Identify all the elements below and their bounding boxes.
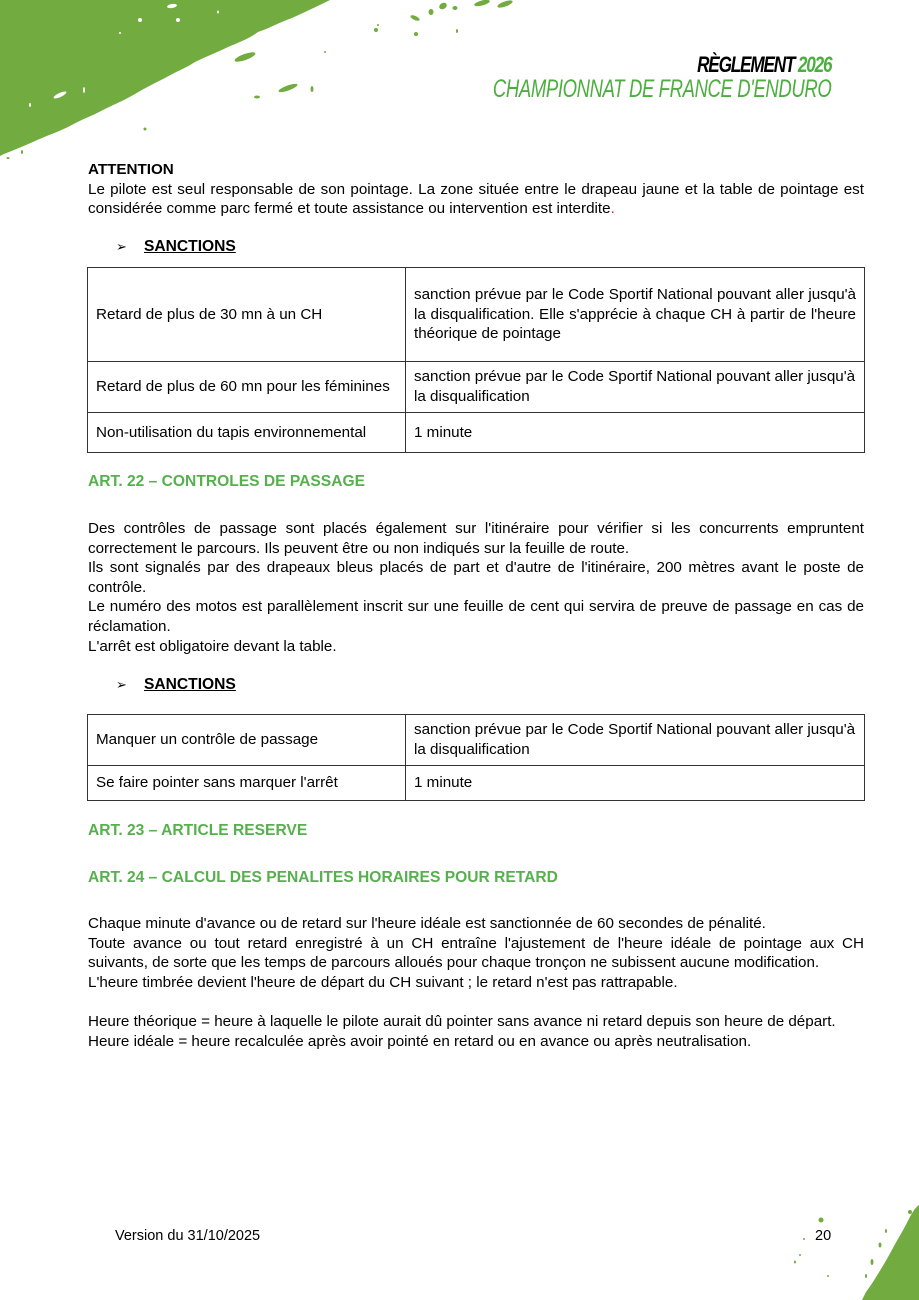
definition: Heure théorique = heure à laquelle le pilote aurait dû pointer sans avance ni retard depuis son heure de départ. — [88, 1012, 836, 1030]
article-22-title: ART. 22 – CONTROLES DE PASSAGE — [88, 473, 365, 490]
penalty-cell: 1 minute — [406, 413, 865, 453]
paragraph: Des contrôles de passage sont placés également sur l'itinéraire pour vérifier si les concurrents empruntent correctement le parcours. Ils peuvent être ou non indiqués sur la feuille de route. — [88, 520, 864, 557]
table-row — [88, 413, 865, 453]
definition: Heure idéale = heure recalculée après avoir pointé en retard ou en avance ou après neutralisation. — [88, 1032, 752, 1050]
attention-title: ATTENTION — [88, 161, 174, 178]
table-row — [88, 715, 865, 766]
offense-cell: Retard de plus de 30 mn à un CH — [88, 268, 406, 362]
table-row — [88, 268, 865, 362]
offense-cell: Non-utilisation du tapis environnemental — [88, 413, 406, 453]
sanctions-heading-label: SANCTIONS — [144, 238, 236, 255]
penalty-cell: sanction prévue par le Code Sportif National pouvant aller jusqu'à la disqualification — [406, 362, 865, 413]
article-22-body — [88, 519, 864, 656]
attention-body: Le pilote est seul responsable de son pointage. La zone située entre le drapeau jaune et la table de pointage est considérée comme parc fermé et toute assistance ou intervention est interdite — [88, 180, 864, 218]
arrowhead-bullet-icon: ➢ — [116, 677, 127, 692]
document-header-brand — [374, 54, 831, 102]
paragraph: Le numéro des motos est parallèlement inscrit sur une feuille de cent qui servira de preuve de passage en cas de réclamation. — [88, 598, 864, 635]
regulation-year: 2026 — [797, 52, 831, 77]
article-24-body — [88, 914, 864, 1051]
regulation-word: RÈGLEMENT — [696, 52, 794, 77]
offense-cell: Retard de plus de 60 mn pour les féminines — [88, 362, 406, 413]
page-number: 20 — [815, 1228, 832, 1244]
sanctions-table-1 — [87, 267, 865, 453]
article-23-title: ART. 23 – ARTICLE RESERVE — [88, 822, 308, 839]
table-row — [88, 766, 865, 801]
penalty-cell: sanction prévue par le Code Sportif National pouvant aller jusqu'à la disqualification — [406, 715, 865, 766]
paragraph: Toute avance ou tout retard enregistré à un CH entraîne l'ajustement de l'heure idéale de pointage aux CH suivants, de sorte que les temps de parcours alloués pour chaque tronçon ne subissent aucune modification. — [88, 934, 864, 972]
attention-block — [88, 160, 864, 219]
attention-text — [88, 180, 864, 219]
sanctions-heading-2 — [116, 676, 236, 694]
table-row — [88, 362, 865, 413]
paragraph: L'arrêt est obligatoire devant la table. — [88, 637, 337, 655]
paragraph: Ils sont signalés par des drapeaux bleus placés de part et d'autre de l'itinéraire, 200 mètres avant le poste de contrôle. — [88, 559, 864, 596]
sanctions-heading-label: SANCTIONS — [144, 676, 236, 693]
paragraph: Chaque minute d'avance ou de retard sur l'heure idéale est sanctionnée de 60 secondes de pénalité. — [88, 915, 766, 932]
championship-title: CHAMPIONNAT DE FRANCE D'ENDURO — [492, 75, 831, 103]
offense-cell: Manquer un contrôle de passage — [88, 715, 406, 766]
penalty-cell: 1 minute — [406, 766, 865, 801]
regulation-year-title — [474, 54, 831, 76]
offense-cell: Se faire pointer sans marquer l'arrêt — [88, 766, 406, 801]
sanctions-table-2 — [87, 714, 865, 801]
arrowhead-bullet-icon: ➢ — [116, 239, 127, 254]
penalty-cell: sanction prévue par le Code Sportif National pouvant aller jusqu'à la disqualification. Elle s'apprécie à chaque CH à partir de l'heure théorique de pointage — [406, 268, 865, 362]
footer-version: Version du 31/10/2025 — [115, 1228, 261, 1244]
attention-trailing-dot: . — [610, 200, 615, 218]
sanctions-heading-1 — [116, 238, 236, 256]
paragraph: L'heure timbrée devient l'heure de départ du CH suivant ; le retard n'est pas rattrapable. — [88, 973, 678, 991]
article-24-title: ART. 24 – CALCUL DES PENALITES HORAIRES POUR RETARD — [88, 869, 558, 886]
